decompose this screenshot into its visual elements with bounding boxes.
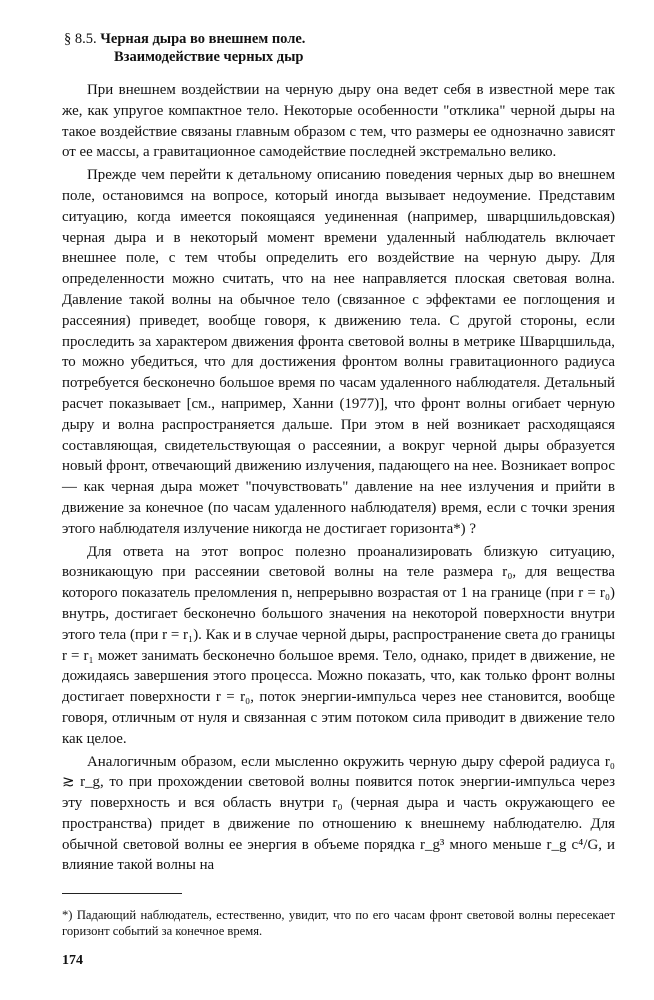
paragraph: Прежде чем перейти к детальному описанию поведения черных дыр во внешнем поле, остановимся на вопросе, который иногда вызывает недоумение. Представим ситуацию, когда имеется покоящаяся уединенная (например, шварцшильдовская) черная дыра и в некоторый момент времени удаленный наблюдатель включает внешнее поле, с тем чтобы определить его воздействие на черную дыру. Для определенности можно считать, что на нее направляется плоская световая волна. Давление такой волны на обычное тело (связанное с эффектами ее поглощения и рассеяния) приведет, вообще говоря, к движению тела. С другой стороны, если проследить за характером движения фронта световой волны в метрике Шварцшильда, то можно убедиться, что для достижения фронтом волны гравитационного радиуса потребуется бесконечно большое время по часам удаленного наблюдателя. Детальный расчет показывает [см., например, Ханни (1977)], что фронт волны огибает черную дыру и волна распространяется дальше. При этом в ней возникает расходящаяся составляющая, свидетельствующая о рассеянии, а вокруг черной дыры образуется новый фронт, отвечающий движению излучения, падающего на нее. Возникает вопрос — как черная дыра может "почувствовать" давление на нее излучения и прийти в движение за конечное (по часам удаленного наблюдателя) время, если с точки зрения этого наблюдателя излучение никогда не достигает горизонта*) ? [62,167,615,537]
paragraph: Аналогичным образом, если мысленно окружить черную дыру сферой радиуса r₀ ≳ r_g, то при прохождении световой волны появится поток энергии-импульса через эту поверхность и вся область внутри r₀ (черная дыра и часть окружающего ее пространства) придет в движение по отношению к внешнему наблюдателю. Для обычной световой волны ее энергия в объеме порядка r_g³ много меньше r_g c⁴/G, и влияние такой волны на [62,753,615,874]
section-title-line1: Черная дыра во внешнем поле. [100,31,306,47]
body-text [62,80,615,878]
paragraph: При внешнем воздействии на черную дыру она ведет себя в известной мере так же, как упругое компактное тело. Некоторые особенности "отклика" черной дыры на такое воздействие связаны главным образом с тем, что размеры ее однозначно зависят от ее массы, а гравитационное самодействие последней экстремально велико. [62,82,615,161]
paragraph: Для ответа на этот вопрос полезно проанализировать близкую ситуацию, возникающую при рассеянии световой волны на теле размера r₀, для вещества которого показатель преломления n, непрерывно возрастая от 1 на границе (при r = r₀) внутрь, достигает бесконечно большого значения на некоторой поверхности внутри этого тела (при r = r₁). Как и в случае черной дыры, распространение света до границы r = r₁ может занимать бесконечно большое время. Тело, однако, придет в движение, не дожидаясь завершения этого процесса. Можно показать, что, как только фронт волны достигает поверхности r = r₀, поток энергии-импульса через нее становится, вообще говоря, отличным от нуля и связанная с этим потоком сила приводит в движение тело как целое. [62,543,615,747]
footnote-rule [62,893,182,894]
footnote: *) Падающий наблюдатель, естественно, увидит, что по его часам фронт световой волны пересекает горизонт событий за конечное время. [62,908,615,938]
section-title-line2: Взаимодействие черных дыр [114,49,304,65]
page-number: 174 [62,953,83,968]
section-heading [64,30,604,66]
section-number: § 8.5. [64,31,97,47]
